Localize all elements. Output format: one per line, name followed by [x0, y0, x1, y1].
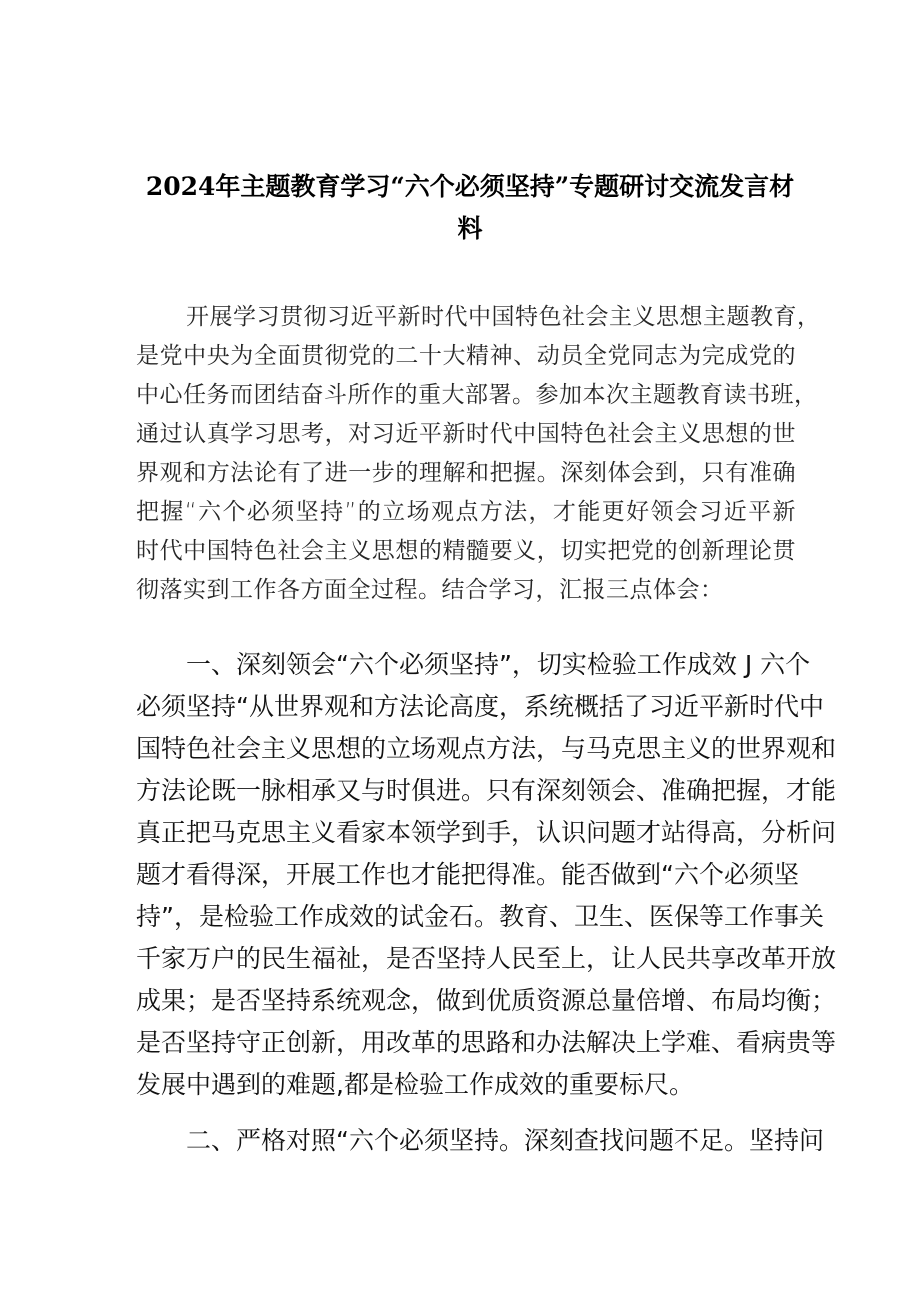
section-1-line: 成果；是否坚持系统观念，做到优质资源总量倍增、布局均衡； — [136, 986, 837, 1015]
section-1-line: 一、深刻领会“六个必须坚持”，切实检验工作成效 J 六个 — [186, 650, 811, 679]
section-1-line: 持”，是检验工作成效的试金石。教育、卫生、医保等工作事关 — [136, 902, 824, 931]
section-1-line: 必须坚持“从世界观和方法论高度，系统概括了习近平新时代中 — [136, 692, 824, 721]
section-1-line: 题才看得深，开展工作也才能把得准。能否做到“六个必须坚 — [136, 860, 799, 889]
section-1-line: 千家万户的民生福祉，是否坚持人民至上，让人民共享改革开放 — [136, 944, 837, 973]
section-1-line: 发展中遇到的难题,都是检验工作成效的重要标尺。 — [136, 1070, 694, 1099]
section-1-line: 方法论既一脉相承又与时俱进。只有深刻领会、准确把握，才能 — [136, 776, 837, 805]
intro-paragraph-line: 彻落实到工作各方面全过程。结合学习，汇报三点体会： — [136, 577, 724, 603]
intro-paragraph-line: 把握“六个必须坚持”的立场观点方法，才能更好领会习近平新 — [136, 499, 796, 525]
intro-paragraph-line: 界观和方法论有了进一步的理解和把握。深刻体会到，只有准确 — [136, 460, 796, 486]
section-2-line: 二、严格对照“六个必须坚持。深刻查找问题不足。坚持问 — [186, 1126, 824, 1155]
section-1-line: 真正把马克思主义看家本领学到手，认识问题才站得高，分析问 — [136, 818, 837, 847]
intro-paragraph-line: 中心任务而团结奋斗所作的重大部署。参加本次主题教育读书班， — [136, 382, 818, 408]
intro-paragraph-line: 是党中央为全面贯彻党的二十大精神、动员全党同志为完成党的 — [136, 343, 796, 369]
intro-paragraph-line: 通过认真学习思考，对习近平新时代中国特色社会主义思想的世 — [136, 421, 796, 447]
intro-paragraph-line: 时代中国特色社会主义思想的精髓要义，切实把党的创新理论贯 — [136, 538, 796, 564]
document-title-line-1: 2024年主题教育学习“六个必须坚持”专题研讨交流发言材 — [145, 172, 795, 201]
section-1-line: 是否坚持守正创新，用改革的思路和办法解决上学难、看病贵等 — [136, 1028, 837, 1057]
intro-paragraph-line: 开展学习贯彻习近平新时代中国特色社会主义思想主题教育， — [186, 304, 821, 330]
document-title-line-2: 料 — [457, 214, 483, 243]
section-1-line: 国特色社会主义思想的立场观点方法，与马克思主义的世界观和 — [136, 734, 837, 763]
